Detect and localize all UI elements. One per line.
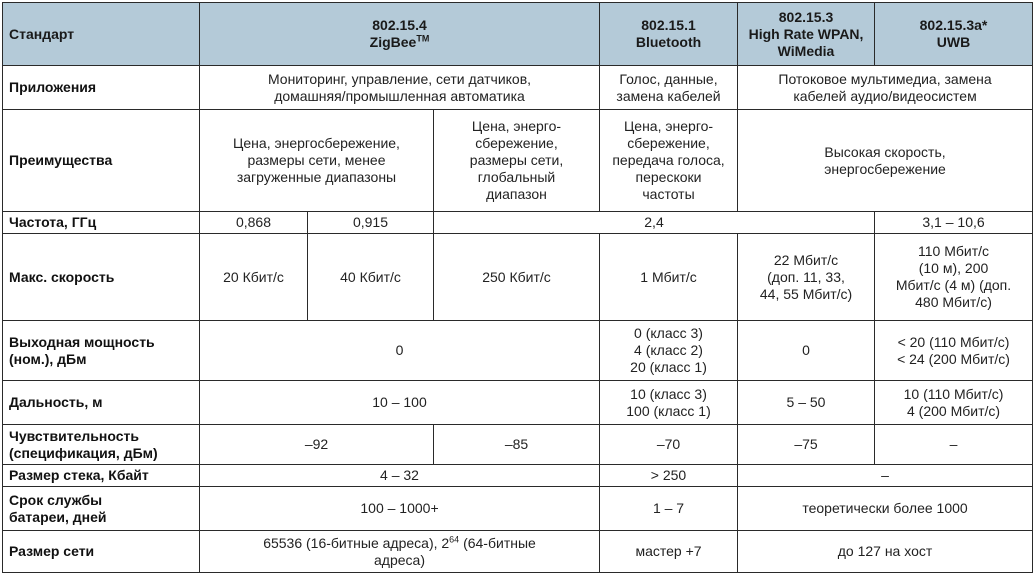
cell-power-wpan: 0: [738, 321, 875, 381]
cell-range-uwb: 10 (110 Мбит/с) 4 (200 Мбит/с): [875, 381, 1033, 425]
row-output-power: [3, 321, 1033, 381]
cell-frequency-915: 0,915: [308, 212, 434, 234]
header-uwb: 802.15.3a* UWB: [875, 3, 1033, 66]
row-label-output-power: Выходная мощность (ном.), дБм: [3, 321, 200, 381]
row-label-sensitivity: Чувствительность (спецификация, дБм): [3, 425, 200, 465]
cell-network-wpan-uwb: до 127 на хост: [738, 531, 1033, 573]
cell-stack-bluetooth: > 250: [600, 465, 738, 487]
row-label-stack-size: Размер стека, Кбайт: [3, 465, 200, 487]
comparison-table: [2, 2, 1033, 573]
header-row: [3, 3, 1033, 66]
row-label-network-size: Размер сети: [3, 531, 200, 573]
cell-power-bluetooth: 0 (класс 3) 4 (класс 2) 20 (класс 1): [600, 321, 738, 381]
row-network-size: [3, 531, 1033, 573]
header-wpan: 802.15.3 High Rate WPAN, WiMedia: [738, 3, 875, 66]
row-label-battery: Срок службы батареи, дней: [3, 487, 200, 531]
cell-sensitivity-wpan: –75: [738, 425, 875, 465]
cell-applications-wpan-uwb: Потоковое мультимедиа, замена кабелей аудио/видеосистем: [738, 66, 1033, 110]
cell-stack-wpan-uwb: –: [738, 465, 1033, 487]
cell-range-zigbee: 10 – 100: [200, 381, 600, 425]
cell-sensitivity-zigbee-regional: –92: [200, 425, 434, 465]
cell-frequency-uwb: 3,1 – 10,6: [875, 212, 1033, 234]
cell-applications-zigbee: Мониторинг, управление, сети датчиков, домашняя/промышленная автоматика: [200, 66, 600, 110]
cell-battery-zigbee: 100 – 1000+: [200, 487, 600, 531]
cell-sensitivity-bluetooth: –70: [600, 425, 738, 465]
row-stack-size: [3, 465, 1033, 487]
row-label-advantages: Преимущества: [3, 110, 200, 212]
header-standard: Стандарт: [3, 3, 200, 66]
row-applications: [3, 66, 1033, 110]
row-max-speed: [3, 234, 1033, 321]
cell-battery-bluetooth: 1 – 7: [600, 487, 738, 531]
cell-power-uwb: < 20 (110 Мбит/с) < 24 (200 Мбит/с): [875, 321, 1033, 381]
row-label-range: Дальность, м: [3, 381, 200, 425]
row-label-max-speed: Макс. скорость: [3, 234, 200, 321]
cell-advantages-bluetooth: Цена, энерго- сбережение, передача голоса, перескоки частоты: [600, 110, 738, 212]
cell-range-bluetooth: 10 (класс 3) 100 (класс 1): [600, 381, 738, 425]
cell-stack-zigbee: 4 – 32: [200, 465, 600, 487]
cell-sensitivity-zigbee-global: –85: [434, 425, 600, 465]
row-battery: [3, 487, 1033, 531]
cell-sensitivity-uwb: –: [875, 425, 1033, 465]
cell-speed-uwb: 110 Мбит/с (10 м), 200 Мбит/с (4 м) (доп. 480 Мбит/с): [875, 234, 1033, 321]
cell-advantages-zigbee-regional: Цена, энергосбережение, размеры сети, менее загруженные диапазоны: [200, 110, 434, 212]
cell-frequency-24: 2,4: [434, 212, 875, 234]
cell-speed-915: 40 Кбит/с: [308, 234, 434, 321]
row-frequency: [3, 212, 1033, 234]
cell-advantages-zigbee-global: Цена, энерго- сбережение, размеры сети, глобальный диапазон: [434, 110, 600, 212]
cell-battery-wpan-uwb: теоретически более 1000: [738, 487, 1033, 531]
cell-speed-bluetooth: 1 Мбит/с: [600, 234, 738, 321]
header-zigbee: 802.15.4 ZigBee™: [200, 3, 600, 66]
cell-range-wpan: 5 – 50: [738, 381, 875, 425]
cell-network-zigbee: 65536 (16-битные адреса), $2^{64}$ (64-битные адреса): [200, 531, 600, 573]
cell-applications-bluetooth: Голос, данные, замена кабелей: [600, 66, 738, 110]
row-label-applications: Приложения: [3, 66, 200, 110]
row-range: [3, 381, 1033, 425]
cell-frequency-868: 0,868: [200, 212, 308, 234]
row-sensitivity: [3, 425, 1033, 465]
row-advantages: [3, 110, 1033, 212]
cell-speed-868: 20 Кбит/с: [200, 234, 308, 321]
row-label-frequency: Частота, ГГц: [3, 212, 200, 234]
cell-advantages-wpan-uwb: Высокая скорость, энергосбережение: [738, 110, 1033, 212]
cell-speed-24: 250 Кбит/с: [434, 234, 600, 321]
cell-power-zigbee: 0: [200, 321, 600, 381]
cell-network-bluetooth: мастер +7: [600, 531, 738, 573]
cell-speed-wpan: 22 Мбит/с (доп. 11, 33, 44, 55 Мбит/с): [738, 234, 875, 321]
header-bluetooth: 802.15.1 Bluetooth: [600, 3, 738, 66]
